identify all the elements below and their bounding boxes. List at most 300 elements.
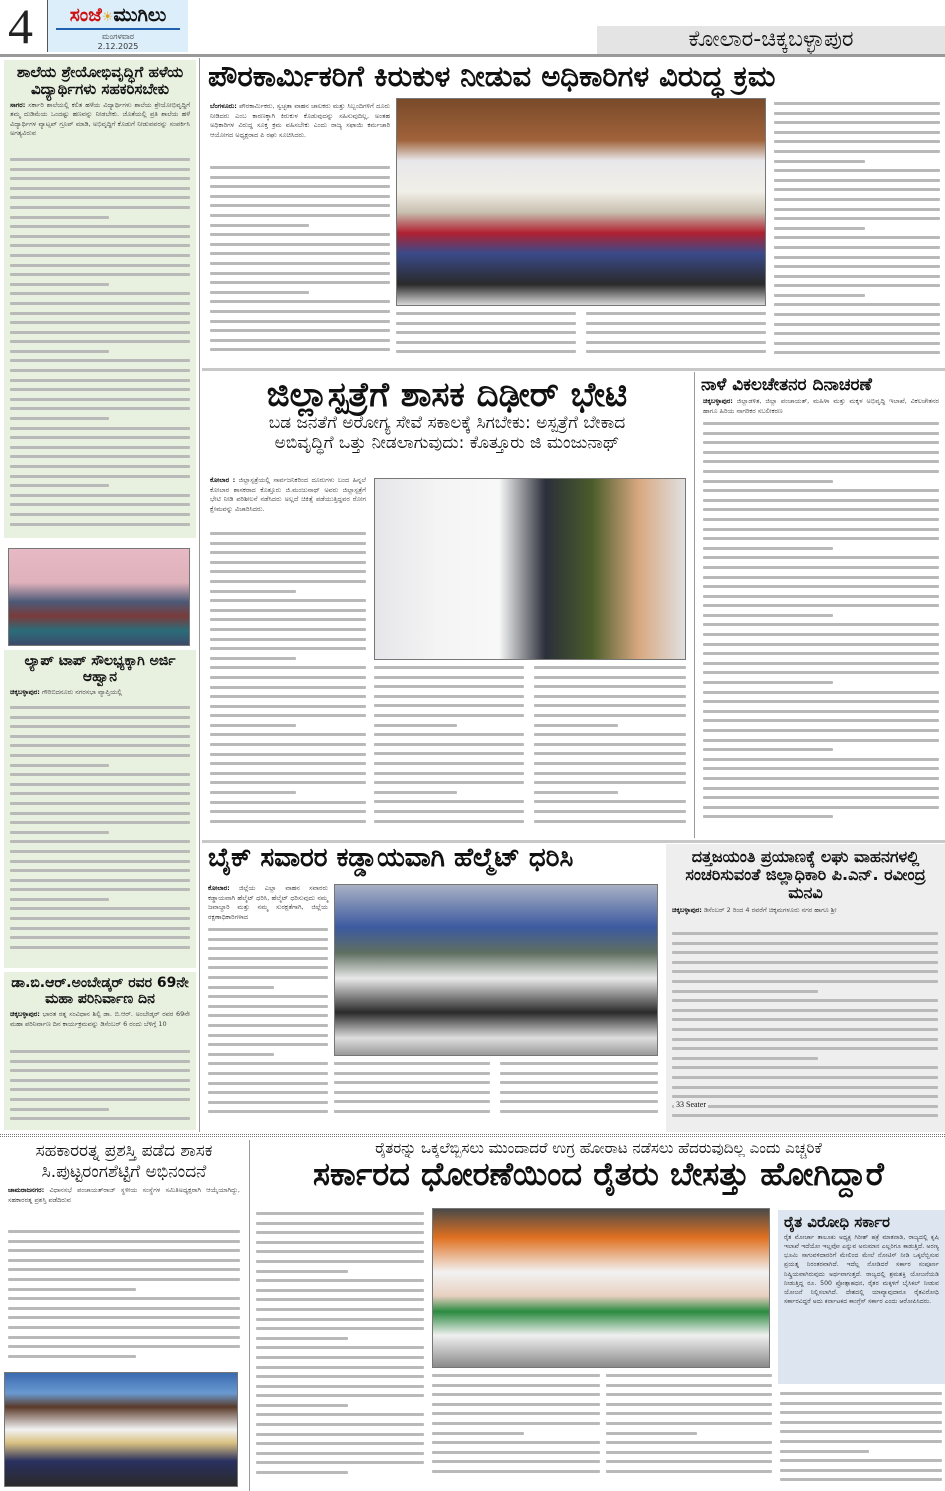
text-line (10, 427, 190, 430)
text-line (703, 643, 939, 646)
text-line (606, 1441, 772, 1444)
text-line (210, 810, 366, 813)
dateline: ಸಾಗರ: (10, 100, 26, 109)
text-line (432, 1460, 600, 1463)
text-line (10, 168, 190, 171)
text-line (10, 321, 190, 324)
body-text (534, 666, 686, 832)
text-line (210, 820, 366, 823)
text-line (606, 1393, 772, 1396)
body-text (210, 166, 390, 364)
lead-text: ಜಿಲ್ಲಾಡಳಿತ, ಜಿಲ್ಲಾ ಪಂಚಾಯತ್, ಮಹಿಳಾ ಮತ್ತು ಮಕ್ಕಳ ಅಭಿವೃದ್ಧಿ ಇಲಾಖೆ, ವಿಕಲಚೇತನರ ಹಾಗೂ ಹಿರಿಯ ನಾಗರಿಕರ ಸಬಲೀಕರಣ (703, 397, 939, 415)
text-line (210, 185, 390, 188)
text-line (396, 331, 576, 334)
text-line (703, 470, 939, 473)
kicker: ರೈತರನ್ನು ಒಕ್ಕಲೆಬ್ಬಿಸಲು ಮುಂದಾದರೆ ಉಗ್ರ ಹೋರಾಟ ನಡೆಸಲು ಹೆದರುವುದಿಲ್ಲ ಎಂದು ಎಚ್ಚರಿಕೆ (375, 1139, 822, 1157)
text-line (210, 561, 366, 564)
headline: ಬೈಕ್ ಸವಾರರ ಕಡ್ಡಾಯವಾಗಿ ಹೆಲ್ಮೆಟ್ ಧರಿಸಿ (208, 843, 574, 873)
text-line (703, 556, 939, 559)
text-line (500, 1100, 658, 1103)
text-line (10, 417, 109, 420)
text-line (432, 1412, 600, 1415)
text-line (703, 614, 833, 617)
text-line (210, 195, 390, 198)
text-line (672, 970, 938, 973)
story-pourakarmika (202, 58, 945, 368)
text-line (208, 1024, 328, 1027)
text-line (10, 907, 190, 910)
text-line (774, 342, 940, 345)
text-line (374, 772, 524, 775)
text-line (374, 781, 524, 784)
headline-line-2: ಸಿ.ಪುಟ್ಟರಂಗಶೆಟ್ಟಿಗೆ ಅಭಿನಂದನೆ (41, 1162, 207, 1183)
text-line (703, 767, 939, 770)
text-line (672, 1028, 938, 1031)
text-line (606, 1460, 772, 1463)
text-line (210, 339, 390, 342)
text-line (10, 706, 190, 709)
text-line (780, 1402, 942, 1405)
text-line (774, 351, 940, 354)
text-line (703, 489, 939, 492)
text-line (10, 177, 190, 180)
text-line (210, 291, 309, 294)
text-line (534, 800, 686, 803)
headline: ಲ್ಯಾಪ್ ಟಾಪ್ ಸೌಲಭ್ಯಕ್ಕಾಗಿ ಅರ್ಜಿ ಆಹ್ವಾನ (24, 653, 176, 685)
text-line (672, 1066, 938, 1069)
text-line (210, 753, 366, 756)
text-line (210, 580, 366, 583)
text-line (672, 1018, 938, 1021)
text-line (586, 341, 766, 344)
text-line (396, 312, 576, 315)
text-line (672, 1057, 818, 1060)
text-line (210, 281, 390, 284)
text-line (210, 348, 390, 351)
text-line (10, 792, 190, 795)
text-line (500, 1081, 658, 1084)
text-line (703, 652, 939, 655)
text-line (10, 513, 190, 516)
story-disability-day (697, 372, 945, 838)
lead-text: ಜಿಲ್ಲಾಸ್ಪತ್ರೆಯಲ್ಲಿ ಸಾರ್ವಜನಿಕರಿಂದ ದೂರುಗಳು ಬಂದ ಹಿನ್ನಲೆ ಕೋಲಾರ ಶಾಸಕರಾದ ಕೊತ್ತೂರು ಜಿ.ಮಂಜುನಾಥ್ ಅವರು ಜಿಲ್ಲಾಸ್ಪತ್ರೆಗೆ ಭೇಟಿ ನೀಡಿ ಪರಿಶೀಲನೆ ನಡೆಸಿದರು ಅಲ್ಲದೆ ಚಿಕಿತ್ಸೆ ಪಡೆಯುತ್ತಿದ್ದವರ ರೋಗ ಕ್ಷೇಮವನ್ನು ವಿಚಾರಿಸಿದರು. (210, 476, 366, 513)
text-line (10, 754, 190, 757)
text-line (774, 121, 940, 124)
dateline: ಬೆಂಗಳೂರು: (210, 102, 237, 110)
text-line (672, 1095, 938, 1098)
text-line (10, 821, 190, 824)
body-text (334, 1062, 490, 1128)
text-line (210, 705, 366, 708)
lead-text: ಜಿಲ್ಲೆಯ ಎಲ್ಲಾ ವಾಹನ ಸವಾರರು ಕಡ್ಡಾಯವಾಗಿ ಹೆಲ್ಮೆಟ್ ಧರಿಸಿ, ಹೆಲ್ಮೆಟ್ ಧರಿಸುವುದು ನಮ್ಮ ಜವಾಬ್ದಾರಿ ಮತ್ತು ನಮ್ಮ ಸುರಕ್ಷತೆಗಾಗಿ, ಜಿಲ್ಲೆಯ ರಕ್ಷಣಾಧಿಕಾರಿಗಳಾದ (208, 884, 328, 921)
text-line (586, 331, 766, 334)
text-line (534, 704, 686, 707)
text-line (10, 340, 190, 343)
text-line (8, 1345, 240, 1348)
text-line (210, 252, 390, 255)
photo-hospital-visit (374, 478, 686, 660)
text-line (256, 1366, 424, 1369)
text-line (210, 262, 390, 265)
text-line (374, 724, 457, 727)
text-line (10, 273, 190, 276)
headline: ಶಾಲೆಯ ಶ್ರೇಯೋಭಿವೃದ್ಧಿಗೆ ಹಳೆಯ ವಿದ್ಯಾರ್ಥಿಗಳು ಸಹಕರಿಸಬೇಕು (16, 63, 184, 98)
farmers-body-text-col3 (606, 1374, 772, 1488)
text-line (256, 1308, 424, 1311)
text-line (10, 254, 190, 257)
text-line (208, 1005, 328, 1008)
story-school-alumni (4, 60, 196, 538)
text-line (703, 528, 939, 531)
text-line (10, 503, 190, 506)
text-line (780, 1440, 942, 1443)
text-line (432, 1403, 600, 1406)
newspaper-logo (48, 0, 188, 52)
text-line (374, 800, 524, 803)
text-line (534, 733, 686, 736)
text-line (10, 840, 190, 843)
text-line (10, 869, 190, 872)
text-line (10, 802, 190, 805)
text-line (396, 322, 576, 325)
text-line (210, 743, 366, 746)
headline: ಸರ್ಕಾರದ ಧೋರಣೆಯಿಂದ ರೈತರು ಬೇಸತ್ತು ಹೋಗಿದ್ದಾರೆ (313, 1155, 884, 1194)
text-line (210, 772, 366, 775)
text-line (703, 662, 939, 665)
text-line (256, 1394, 424, 1397)
text-line (10, 465, 190, 468)
text-line (774, 160, 865, 163)
body-text (586, 312, 766, 364)
text-line (774, 332, 940, 335)
text-line (210, 204, 390, 207)
text-line (774, 227, 865, 230)
text-line (774, 294, 865, 297)
text-line (208, 986, 274, 989)
subheadline-1: ಬಡ ಜನತೆಗೆ ಅರೋಗ್ಯ ಸೇವೆ ಸಕಾಲಕ್ಕೆ ಸಿಗಬೇಕು: ಅಸ್ಪತ್ರೆಗೆ ಬೇಕಾದ (268, 413, 626, 434)
dateline: ಚಿಕ್ಕಬಳ್ಳಾಪುರ: (10, 1010, 40, 1019)
text-line (10, 850, 190, 853)
text-line (703, 815, 833, 818)
text-line (10, 312, 190, 315)
text-line (10, 716, 190, 719)
text-line (703, 604, 939, 607)
text-line (10, 494, 190, 497)
text-line (10, 158, 190, 161)
text-line (703, 547, 833, 550)
text-line (10, 1117, 190, 1120)
text-line (334, 1100, 490, 1103)
story-hospital-visit (202, 372, 692, 838)
box-anti-farmer-government (778, 1210, 945, 1384)
text-line (703, 480, 833, 483)
text-line (703, 441, 939, 444)
text-line (374, 695, 524, 698)
dateline: ಕೋಲಾರ : (210, 476, 236, 484)
text-line (210, 214, 390, 217)
text-line (256, 1241, 424, 1244)
text-line (774, 208, 940, 211)
body-text (10, 1050, 190, 1128)
text-line (210, 570, 366, 573)
text-line (672, 990, 818, 993)
logo-name-red: ಸಂಜೆ (69, 4, 102, 26)
text-line (10, 331, 190, 334)
text-line (10, 302, 190, 305)
text-line (10, 888, 190, 891)
farmers-body-text-col1 (256, 1212, 424, 1488)
text-line (210, 233, 390, 236)
text-line (210, 224, 309, 227)
text-line (10, 831, 109, 834)
text-line (10, 946, 190, 949)
text-line (774, 265, 940, 268)
text-line (606, 1374, 772, 1377)
text-line (10, 725, 190, 728)
text-line (374, 791, 457, 794)
text-line (703, 460, 939, 463)
headline: ಜಿಲ್ಲಾಸ್ಪತ್ರೆಗೆ ಶಾಸಕ ದಿಢೀರ್ ಭೇಟಿ (266, 375, 628, 415)
text-line (210, 657, 296, 660)
text-line (780, 1478, 942, 1481)
text-line (10, 927, 190, 930)
body-text (210, 532, 366, 832)
text-line (774, 217, 940, 220)
text-line (8, 1307, 240, 1310)
text-line (208, 1091, 328, 1094)
text-line (534, 695, 686, 698)
body-text (8, 1230, 240, 1370)
text-line (432, 1441, 600, 1444)
text-line (256, 1231, 424, 1234)
text-line (534, 685, 686, 688)
text-line (208, 1101, 328, 1104)
text-line (10, 350, 109, 353)
box-headline: ರೈತ ವಿರೋಧಿ ಸರ್ಕಾರ (784, 1213, 890, 1231)
text-line (10, 1088, 190, 1091)
text-line (8, 1297, 240, 1300)
text-line (703, 691, 939, 694)
text-line (774, 188, 940, 191)
lead-text: ಡಿಸೆಂಬರ್ 2 ರಿಂದ 4 ರವರೆಗೆ ಚಿಕ್ಕಮಗಳೂರು ನಗರ ಹಾಗೂ ಶ್ರೀ (703, 905, 837, 914)
text-line (432, 1422, 600, 1425)
text-line (774, 323, 940, 326)
issue-date: 2.12.2025 (97, 42, 139, 51)
text-line (208, 966, 328, 969)
story-laptop (4, 650, 196, 968)
text-line (780, 1392, 942, 1395)
text-line (10, 436, 190, 439)
text-line (534, 743, 686, 746)
text-line (374, 714, 524, 717)
body-text (703, 422, 939, 834)
text-line (10, 1050, 190, 1053)
story-farmers-headline (252, 1138, 945, 1206)
text-line (10, 860, 190, 863)
text-line (703, 787, 939, 790)
text-line (606, 1432, 697, 1435)
text-line (374, 733, 524, 736)
body-text (208, 928, 328, 1128)
text-line (534, 781, 686, 784)
text-line (256, 1337, 348, 1340)
text-line (534, 820, 686, 823)
text-line (672, 1076, 938, 1079)
text-line (774, 275, 940, 278)
text-line (500, 1091, 658, 1094)
text-line (256, 1298, 424, 1301)
text-line (208, 1082, 328, 1085)
page-number: 4 (8, 0, 48, 52)
body-text (396, 312, 576, 364)
text-line (10, 359, 190, 362)
text-line (672, 999, 938, 1002)
text-line (210, 166, 390, 169)
text-line (256, 1433, 424, 1436)
masthead (0, 0, 945, 52)
dateline: ಕೋಲಾರ: (208, 884, 230, 892)
text-line (210, 733, 366, 736)
text-line (500, 1062, 658, 1065)
text-line (672, 951, 938, 954)
text-line (432, 1384, 600, 1387)
text-line (703, 700, 939, 703)
text-line (208, 995, 328, 998)
text-line (774, 284, 940, 287)
text-line (703, 422, 939, 425)
text-line (210, 590, 296, 593)
text-line (10, 783, 190, 786)
text-line (8, 1336, 240, 1339)
text-line (672, 1038, 938, 1041)
text-line (208, 957, 328, 960)
dateline: ಚಾಮರಾಜನಗರ: (8, 1186, 45, 1195)
text-line (256, 1318, 424, 1321)
text-line (256, 1279, 424, 1282)
text-line (703, 508, 939, 511)
text-line (210, 609, 366, 612)
text-line (374, 820, 524, 823)
text-line (774, 169, 940, 172)
text-line (703, 518, 939, 521)
text-line (10, 388, 190, 391)
text-line (774, 303, 940, 306)
text-line (8, 1259, 240, 1262)
text-line (703, 566, 939, 569)
text-line (774, 256, 940, 259)
text-line (10, 1069, 190, 1072)
story-ambedkar (4, 972, 196, 1130)
text-line (8, 1288, 136, 1291)
text-line (606, 1403, 772, 1406)
headline: ಡಾ.ಬಿ.ಆರ್.ಅಂಬೇಡ್ಕರ್ ರವರ 69ನೇ ಮಹಾ ಪರಿನಿರ್ವಾಣ ದಿನ (11, 975, 189, 1007)
text-line (208, 1043, 328, 1046)
text-line (210, 599, 366, 602)
text-line (10, 764, 109, 767)
text-line (534, 810, 686, 813)
text-line (8, 1268, 240, 1271)
text-line (256, 1260, 424, 1263)
text-line (774, 102, 940, 105)
text-line (432, 1451, 600, 1454)
headline-line-1: ಸಹಕಾರರತ್ನ ಪ್ರಶಸ್ತಿ ಪಡೆದ ಶಾಸಕ (35, 1141, 213, 1161)
box-text: ರೈತ ಮೋರ್ಚಾ ತಾಲೂಕು ಅಧ್ಯಕ್ಷ ಗಿರೀಶ್ ಹಕ್ರೆ ಮಾತನಾಡಿ, ರಾಜ್ಯದಲ್ಲಿ ಕೃಷಿ ಇಲಾಖೆ ಇದೆಯೋ ಇಲ್ಲವೋ ಎನ್ನುವ ಅನುಮಾನ ಎಲ್ಲರಿಗೂ ಕಾಡುತ್ತಿದೆ. ಅರಣ್ಯ ಭೂಮಿ ಸಾಗುವಳಿದಾರರಿಗೆ ಮೇಲಿಂದ ಮೇಲೆ ನೋಟಿಸ್ ನೀಡಿ ಒಕ್ಕಲೆಬ್ಬಿಸುವ ಪ್ರಯತ್ನ ನಿರಂತರವಾಗಿದೆ. ಇದೆಲ್ಲ ನೋಡಿದರೆ ಸರ್ಕಾರ ಸಂಪೂರ್ಣ ನಿಷ್ಕ್ರಿಯವಾಗಿರುವುದು ಅರ್ಥವಾಗುತ್ತದೆ. ರಾಜ್ಯದಲ್ಲಿ ಶ್ರಮಶಕ್ತಿ ಯೋಜನೆಯಡಿ ನೀಡುತ್ತಿದ್ದ ರೂ. 500 ಪ್ರೋತ್ಸಾಹಧನ, ರೈತರ ಮಕ್ಕಳಿಗೆ ಬೈಸಿಕಲ್ ನೀಡುವ ಯೋಜನೆ ನಿಲ್ಲಿಸಲಾಗಿದೆ. ದೇಶದಲ್ಲಿ ಯಾವ್ಯಾವುದಾರೂ ರೈತವಿರೋಧಿ ಸರ್ಕಾರವಿದ್ದರೆ ಅದು ಕರ್ನಾಟಕದ ಕಾಂಗ್ರೆಸ್ ಸರ್ಕಾರ ಎಂದು ಆರೋಪಿಸಿದರು. (784, 1233, 939, 1306)
text-line (703, 623, 939, 626)
text-line (210, 638, 366, 641)
text-line (703, 777, 939, 780)
text-line (432, 1432, 524, 1435)
text-line (210, 695, 366, 698)
text-line (10, 292, 190, 295)
text-line (774, 150, 940, 153)
text-line (586, 350, 766, 353)
text-line (703, 796, 939, 799)
text-line (500, 1072, 658, 1075)
text-line (10, 407, 190, 410)
text-line (210, 243, 390, 246)
text-line (256, 1471, 348, 1474)
text-line (210, 686, 366, 689)
text-line (534, 772, 686, 775)
text-line (672, 942, 938, 945)
lead-text: ವಿಧಾನಸಭೆ ಪಂಚಾಯತ್‌ರಾಜ್ ಸ್ಥಳೀಯ ಸಂಸ್ಥೆಗಳ ಸಮಿತಿಅಧ್ಯಕ್ಷರಾಗಿ ಆಯ್ಕೆಯಾಗಿದ್ದು, ಸಹಕಾರರತ್ನ ಪ್ರಶಸ್ತಿ ಪಡೆದಿರುವ (8, 1186, 240, 1204)
text-line (774, 179, 940, 182)
headline: ನಾಳೆ ವಿಕಲಚೇತನರ ದಿನಾಚರಣೆ (701, 375, 872, 395)
text-line (374, 743, 524, 746)
text-line (210, 272, 390, 275)
text-line (672, 1009, 938, 1012)
text-line (774, 112, 940, 115)
text-line (534, 714, 686, 717)
body-text (500, 1062, 658, 1128)
text-line (703, 681, 833, 684)
text-line (606, 1422, 772, 1425)
dotted-divider (0, 1134, 945, 1137)
text-line (210, 647, 366, 650)
text-line (703, 671, 939, 674)
text-line (256, 1222, 424, 1225)
text-line (256, 1442, 424, 1445)
text-line (534, 666, 686, 669)
subheadline-2: ಅಬಿವೃದ್ಧಿಗೆ ಒತ್ತು ನೀಡಲಾಗುವುದು: ಕೊತ್ತೂರು ಜಿ ಮಂಜುನಾಥ್ (274, 432, 620, 453)
text-line (210, 628, 366, 631)
text-line (606, 1384, 772, 1387)
text-line (334, 1072, 490, 1075)
dateline: ಚಿಕ್ಕಬಳ್ಳಾಪುರ: (703, 397, 733, 406)
text-line (334, 1091, 490, 1094)
text-line (780, 1469, 942, 1472)
headline: ದತ್ತಜಯಂತಿ ಪ್ರಯಾಣಕ್ಕೆ ಲಘು ವಾಹನಗಳಲ್ಲಿ ಸಂಚರಿಸುವಂತೆ ಜಿಲ್ಲಾಧಿಕಾರಿ ಪಿ.ಎನ್. ರವೀಂದ್ರ ಮನವಿ (685, 847, 926, 902)
text-line (10, 898, 109, 901)
text-line (210, 714, 366, 717)
text-line (208, 1072, 328, 1075)
text-line (210, 532, 366, 535)
photo-school-event (8, 548, 190, 646)
text-line (208, 1110, 328, 1113)
text-line (703, 633, 939, 636)
text-line (256, 1375, 424, 1378)
masthead-rule (0, 54, 945, 57)
text-line (703, 595, 939, 598)
text-line (210, 724, 296, 727)
seater-note: 33 Seater (676, 1100, 706, 1109)
text-line (10, 244, 190, 247)
text-line (10, 1098, 190, 1101)
text-line (10, 744, 190, 747)
text-line (208, 947, 328, 950)
text-line (10, 369, 190, 372)
text-line (256, 1327, 424, 1330)
